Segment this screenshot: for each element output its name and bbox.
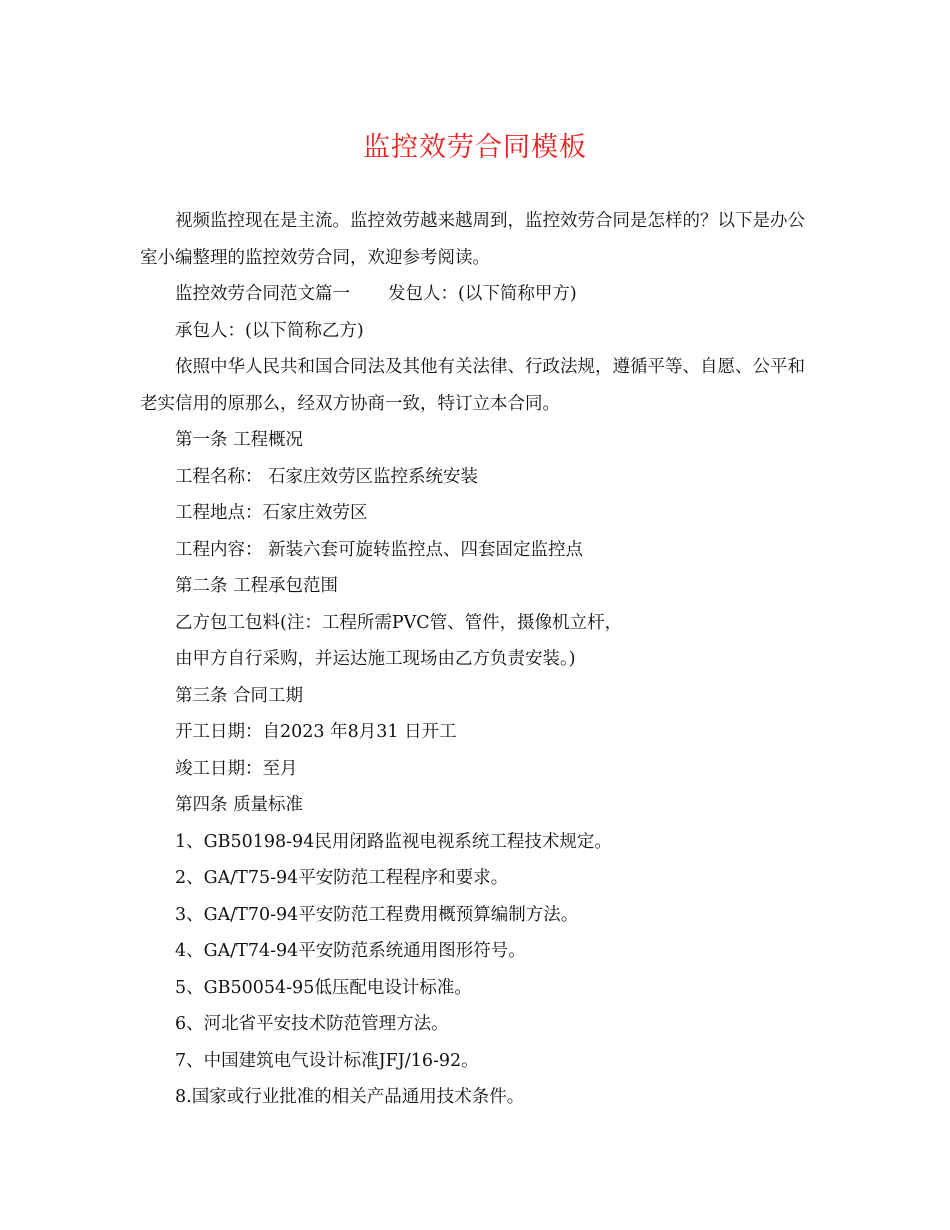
standard-item-5: 5、GB50054-95低压配电设计标准。 bbox=[175, 977, 472, 998]
page-title: 监控效劳合同模板 bbox=[363, 132, 587, 163]
basis-paragraph: 依照中华人民共和国合同法及其他有关法律、行政法规，遵循平等、自愿、公平和老实信用的原那么，经双方协商一致，特订立本合同。 bbox=[140, 357, 805, 414]
project-name: 工程名称： 石家庄效劳区监控系统安装 bbox=[175, 466, 479, 487]
standard-item-4: 4、GA/T74-94平安防范系统通用图形符号。 bbox=[175, 941, 526, 961]
project-content: 工程内容： 新装六套可旋转监控点、四套固定监控点 bbox=[175, 539, 584, 560]
scope-line-1: 乙方包工包料(注：工程所需PVC管、管件，摄像机立杆， bbox=[175, 612, 623, 633]
standard-item-8: 8.国家或行业批准的相关产品通用技术条件。 bbox=[175, 1087, 525, 1107]
project-location: 工程地点：石家庄效劳区 bbox=[175, 503, 368, 523]
standard-item-3: 3、GA/T70-94平安防范工程费用概预算编制方法。 bbox=[175, 904, 579, 925]
scope-line-2: 由甲方自行采购，并运达施工现场由乙方负责安装。) bbox=[175, 649, 576, 669]
contractor-line: 承包人：(以下简称乙方) bbox=[175, 320, 364, 341]
article-1-heading: 第一条 工程概况 bbox=[175, 430, 304, 450]
article-3-heading: 第三条 合同工期 bbox=[175, 685, 304, 706]
start-date: 开工日期：自2023 年8月31 日开工 bbox=[175, 722, 457, 742]
article-2-heading: 第二条 工程承包范围 bbox=[175, 576, 339, 596]
intro-paragraph: 视频监控现在是主流。监控效劳越来越周到，监控效劳合同是怎样的？以下是办公室小编整理的监控效劳合同，欢迎参考阅读。 bbox=[140, 211, 805, 268]
standard-item-7: 7、中国建筑电气设计标准JFJ/16-92。 bbox=[175, 1050, 479, 1071]
document-body bbox=[140, 203, 816, 1116]
standard-item-6: 6、河北省平安技术防范管理方法。 bbox=[175, 1014, 449, 1034]
standard-item-2: 2、GA/T75-94平安防范工程程序和要求。 bbox=[175, 868, 509, 888]
completion-date: 竣工日期：至月 bbox=[175, 758, 298, 779]
employer-line: 发包人：(以下简称甲方) bbox=[388, 284, 577, 304]
sample-heading: 监控效劳合同范文篇一 bbox=[175, 284, 350, 304]
standard-item-1: 1、GB50198-94民用闭路监视电视系统工程技术规定。 bbox=[175, 831, 612, 852]
sample-heading-line bbox=[140, 276, 816, 313]
article-4-heading: 第四条 质量标准 bbox=[175, 795, 304, 815]
